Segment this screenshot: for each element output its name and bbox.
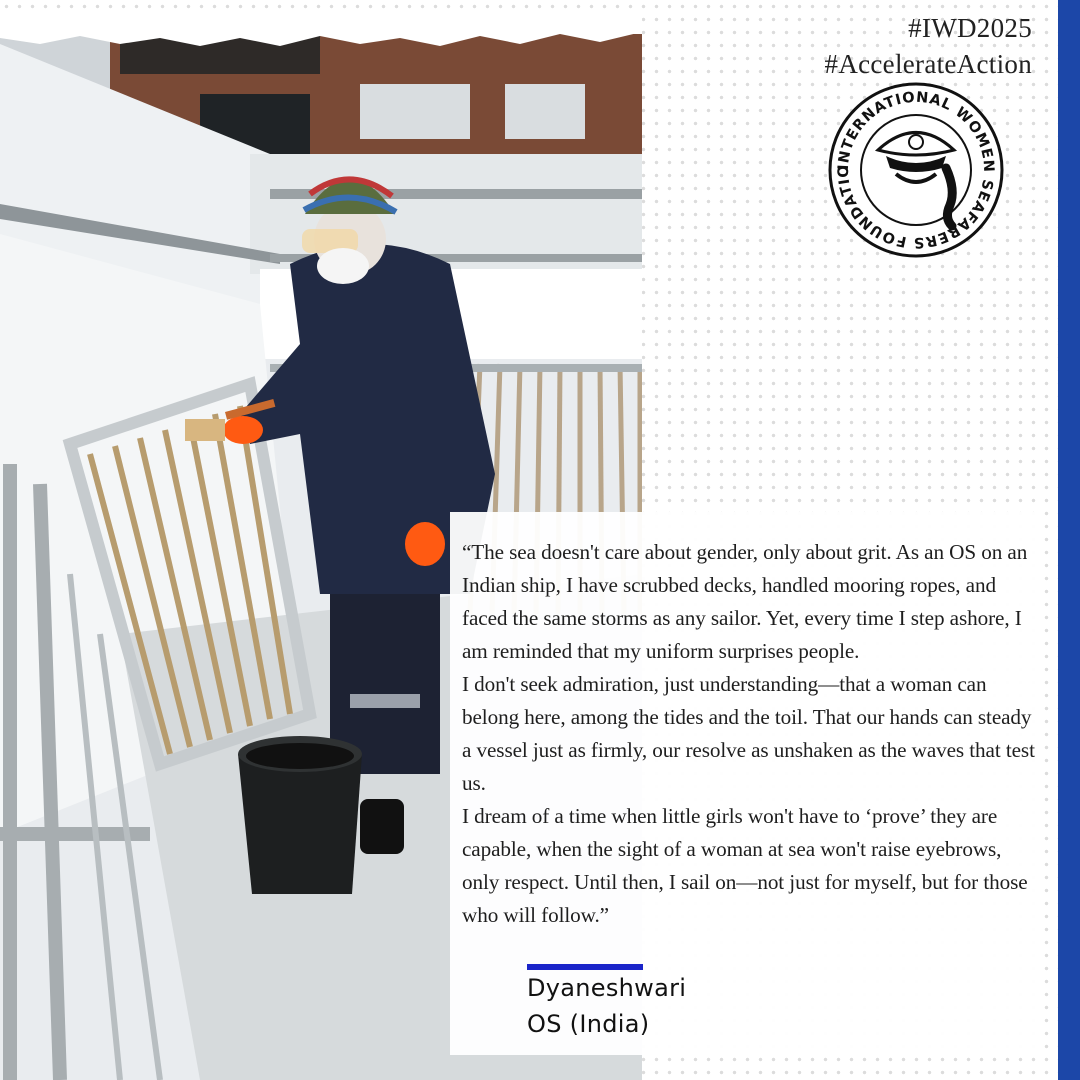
hashtags <box>825 10 1032 82</box>
hashtag-iwd2025: #IWD2025 <box>908 13 1032 43</box>
quote-paragraph-1: “The sea doesn't care about gender, only about grit. As an OS on an Indian ship, I have scrubbed decks, handled mooring ropes, and faced the same storms as any sailor. Yet, every time I step ashore, I am reminded that my uniform surprises people. <box>462 540 1028 663</box>
quote-text <box>462 536 1040 932</box>
hashtag-accelerate-action: #AccelerateAction <box>824 49 1032 79</box>
signature-name: Dyaneshwari <box>527 974 687 1002</box>
signature-underline <box>527 964 643 970</box>
quote-paragraph-3: I dream of a time when little girls won't have to ‘prove’ they are capable, when the sight of a woman at sea won't raise eyebrows, only respect. Until then, I sail on—not just for myself, but for those who will follow.” <box>462 804 1028 927</box>
iwsf-logo <box>826 80 1006 260</box>
signature-role: OS (India) <box>527 1010 650 1038</box>
quote-paragraph-2: I don't seek admiration, just understanding—that a woman can belong here, among the tides and the toil. That our hands can steady a vessel just as firmly, our resolve as unshaken as the waves that test us. <box>462 672 1035 795</box>
logo-ring-text: INTERNATIONAL WOMEN SEAFARERS FOUNDATIO <box>835 89 997 251</box>
right-accent-bar <box>1058 0 1080 1080</box>
